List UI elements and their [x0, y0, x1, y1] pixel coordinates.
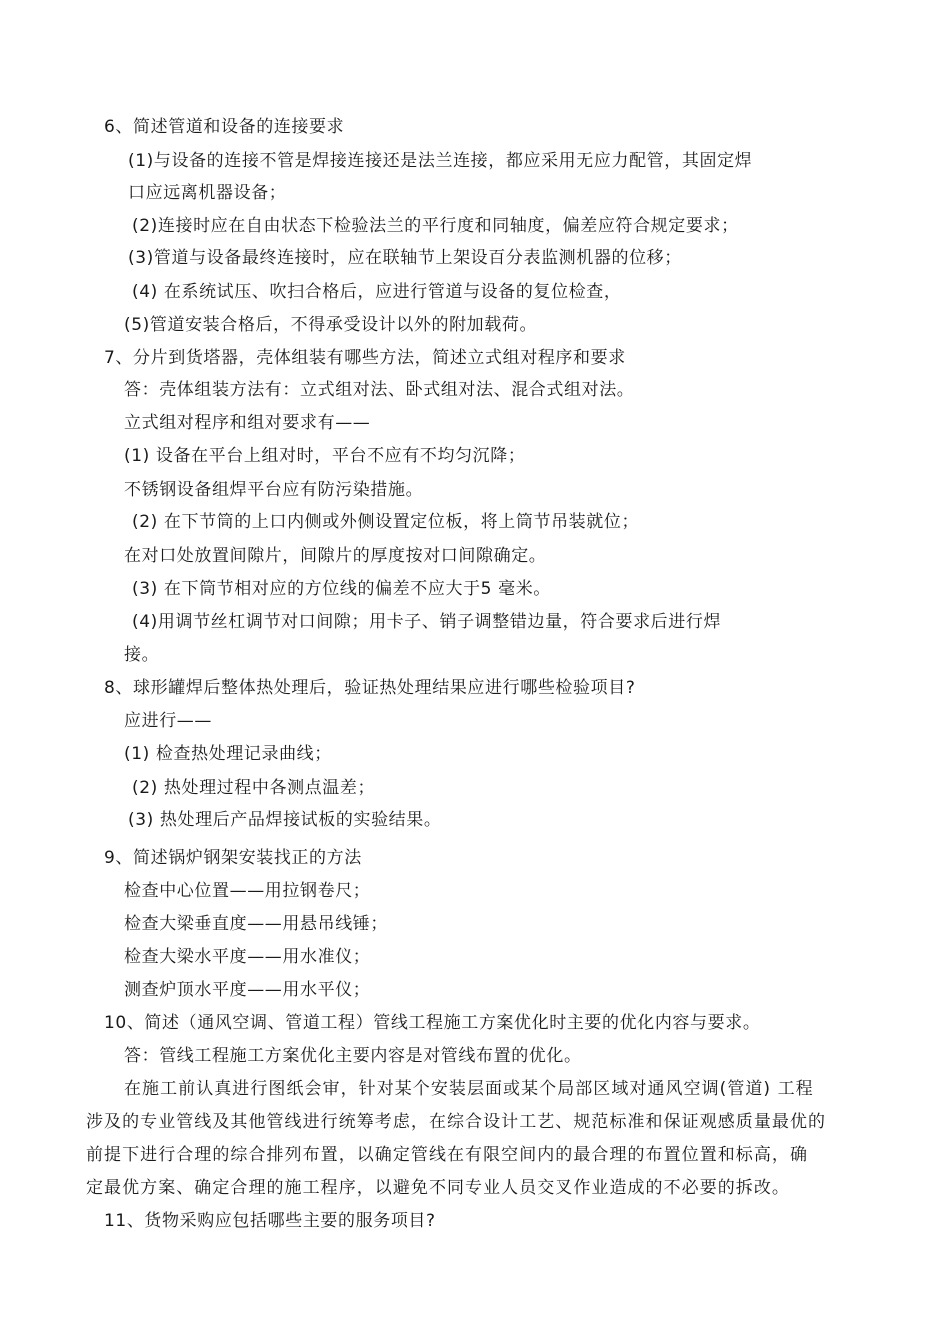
q6-item-5: (5)管道安装合格后，不得承受设计以外的附加载荷。	[124, 315, 538, 335]
q10-answer: 答：管线工程施工方案优化主要内容是对管线布置的优化。	[124, 1046, 582, 1066]
question-7-title: 7、分片到货塔器，壳体组装有哪些方法，简述立式组对程序和要求	[104, 348, 626, 368]
q10-paragraph-line-1: 在施工前认真进行图纸会审，针对某个安装层面或某个局部区域对通风空调(管道) 工程	[124, 1079, 814, 1099]
question-9-title: 9、简述锅炉钢架安装找正的方法	[104, 848, 362, 868]
q9-item-3: 检查大梁水平度——用水准仪；	[124, 947, 371, 967]
q6-item-2: (2)连接时应在自由状态下检验法兰的平行度和同轴度，偏差应符合规定要求；	[132, 216, 739, 236]
q9-item-4: 测查炉顶水平度——用水平仪；	[124, 980, 371, 1000]
q6-item-4: (4) 在系统试压、吹扫合格后，应进行管道与设备的复位检查，	[132, 282, 622, 302]
q7-item-2: (2) 在下节筒的上口内侧或外侧设置定位板，将上筒节吊装就位；	[132, 512, 640, 532]
q10-paragraph-line-3: 前提下进行合理的综合排列布置，以确定管线在有限空间内的最合理的布置位置和标高，确	[86, 1145, 808, 1165]
q6-item-3: (3)管道与设备最终连接时，应在联轴节上架设百分表监测机器的位移；	[128, 248, 682, 268]
q8-item-1: (1) 检查热处理记录曲线；	[124, 744, 332, 764]
q7-answer: 答：壳体组装方法有：立式组对法、卧式组对法、混合式组对法。	[124, 380, 635, 400]
q10-paragraph-line-4: 定最优方案、确定合理的施工程序，以避免不同专业人员交叉作业造成的不必要的拆改。	[86, 1178, 790, 1198]
q7-item-1-note: 不锈钢设备组焊平台应有防污染措施。	[124, 480, 424, 500]
q7-item-4-cont: 接。	[124, 645, 160, 665]
q10-paragraph-line-2: 涉及的专业管线及其他管线进行统筹考虑，在综合设计工艺、规范标准和保证观感质量最优的	[86, 1112, 827, 1132]
q8-item-3: (3) 热处理后产品焊接试板的实验结果。	[128, 810, 442, 830]
question-6-title: 6、简述管道和设备的连接要求	[104, 117, 345, 137]
q7-item-2-note: 在对口处放置间隙片，间隙片的厚度按对口间隙确定。	[124, 546, 547, 566]
q7-item-3: (3) 在下筒节相对应的方位线的偏差不应大于5 毫米。	[132, 579, 551, 599]
q7-procedure-heading: 立式组对程序和组对要求有——	[124, 413, 371, 433]
question-8-title: 8、球形罐焊后整体热处理后，验证热处理结果应进行哪些检验项目?	[104, 678, 636, 698]
q6-item-1: (1)与设备的连接不管是焊接连接还是法兰连接，都应采用无应力配管，其固定焊	[128, 151, 753, 171]
q7-item-1: (1) 设备在平台上组对时，平台不应有不均匀沉降；	[124, 446, 526, 466]
question-10-title: 10、简述（通风空调、管道工程）管线工程施工方案优化时主要的优化内容与要求。	[104, 1013, 761, 1033]
q7-item-4: (4)用调节丝杠调节对口间隙；用卡子、销子调整错边量，符合要求后进行焊	[132, 612, 722, 632]
q9-item-1: 检查中心位置——用拉钢卷尺；	[124, 881, 371, 901]
question-11-title: 11、货物采购应包括哪些主要的服务项目?	[104, 1211, 436, 1231]
q9-item-2: 检查大梁垂直度——用悬吊线锤；	[124, 914, 388, 934]
q6-item-1-cont: 口应远离机器设备；	[128, 183, 287, 203]
q8-lead: 应进行——	[124, 711, 212, 731]
q8-item-2: (2) 热处理过程中各测点温差；	[132, 778, 376, 798]
